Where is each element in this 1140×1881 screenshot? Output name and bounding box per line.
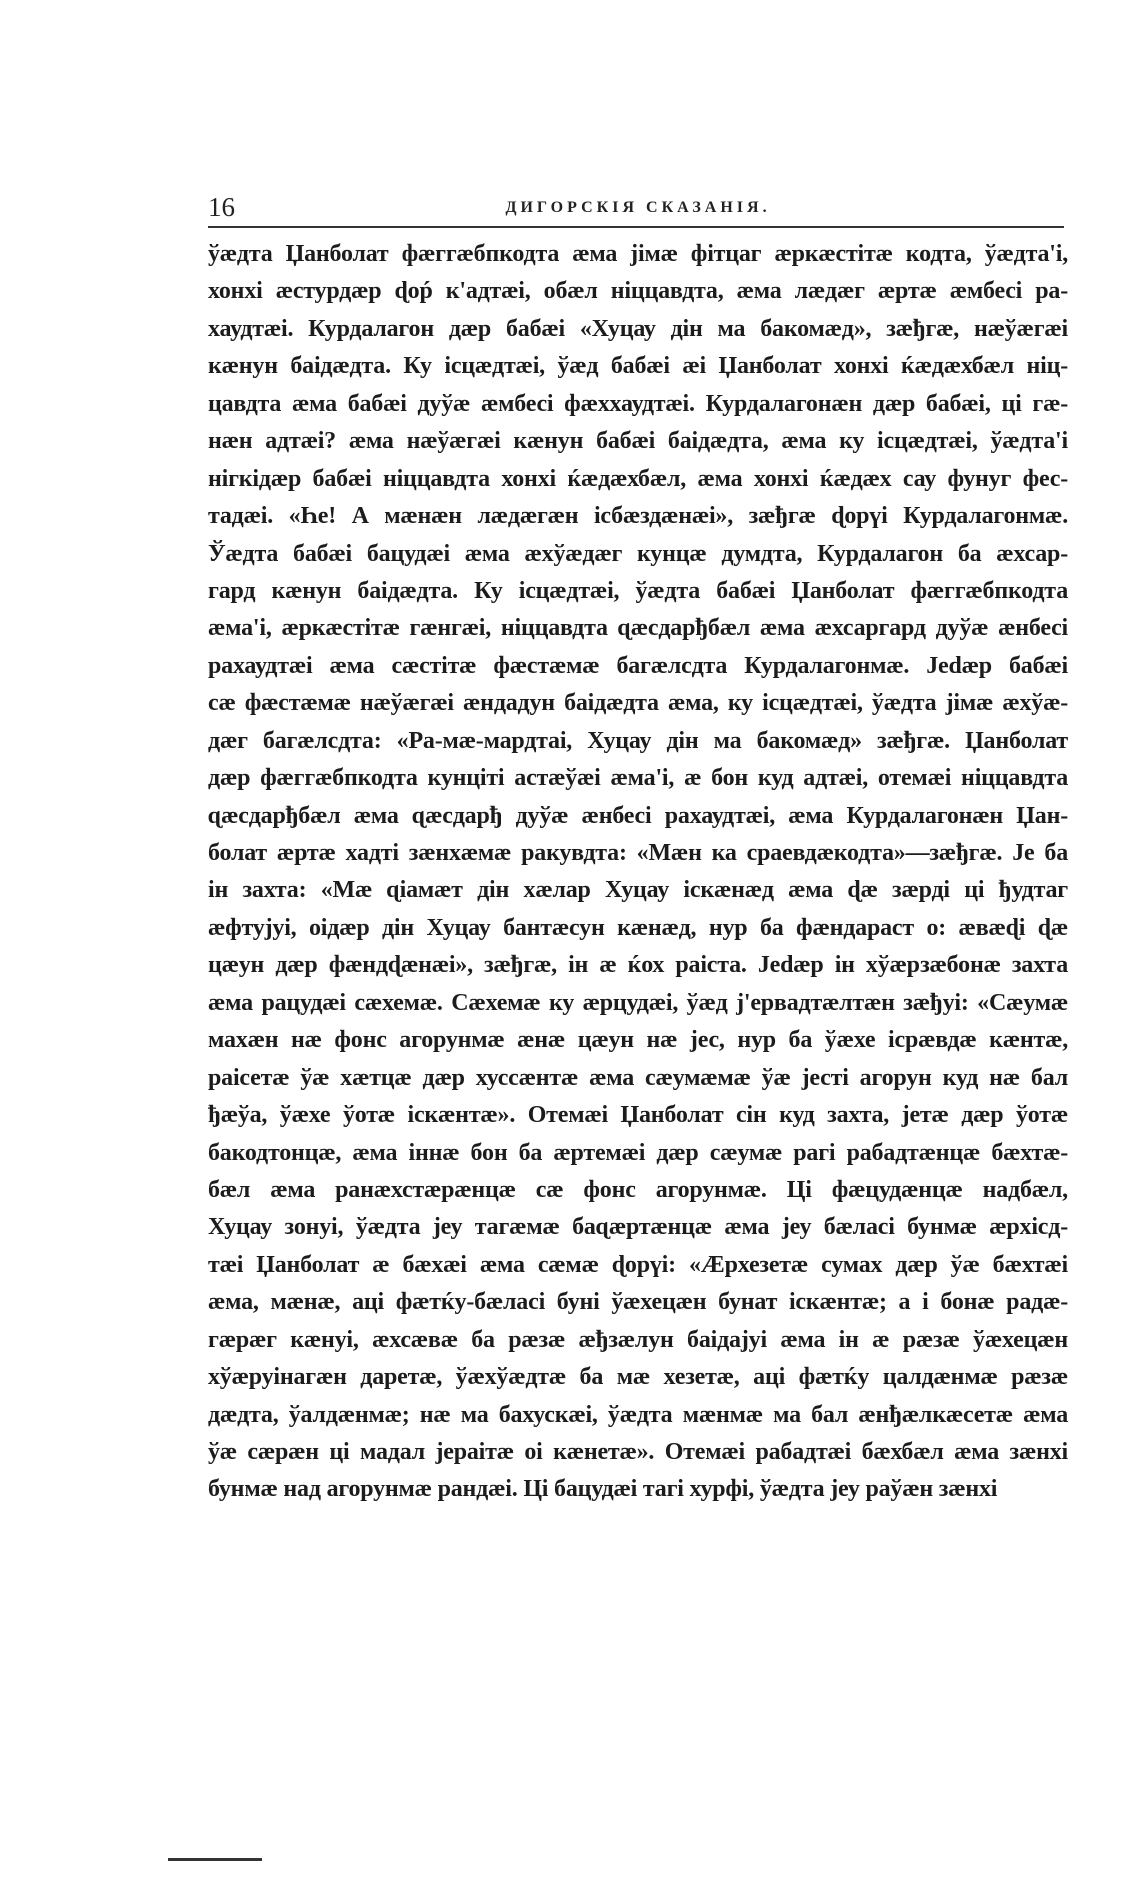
text-line: болат æртæ хадті зæнхæмæ ракувдта: «Мæн ка сраевдæкодта»—зæђгæ. Је ба xyxy=(208,840,1068,866)
page-number: 16 xyxy=(208,192,235,222)
footer-rule xyxy=(168,1858,262,1861)
text-line: æфтујуі, оідæр дін Хуцау бантæсун кæнæд, нур ба фæндараст о: æвæɖі ɖæ xyxy=(208,914,1068,941)
text-line: рахаудтæі æма сæстітæ фæстæмæ багæлсдта Курдалагонмæ. Јеdæр бабæі xyxy=(208,652,1068,679)
text-line: ўæ сæрæн ці мадал јераітæ оі кæнетæ». Отемæі рабадтæі бæхбæл æма зæнхі xyxy=(208,1439,1068,1465)
text-line: ɋæсдарђбæл æма ɋæсдарђ дуўæ æнбесі рахаудтæі, æма Курдалагонæн Џан- xyxy=(208,802,1068,829)
text-line: хонхі æстурдæр ɖоṕ к'адтæі, обæл ніццавдта, æма лæдæг æртæ æмбесі ра- xyxy=(208,278,1068,305)
text-line: раісетæ ўæ хæтцæ дæр хуссæнтæ æма сæумæмæ ўæ јесті агорун куд нæ бал xyxy=(208,1064,1068,1091)
text-line: тадæі. «Һе! А мæнæн лæдæгæн ісбæздæнæі», зæђгæ ɖорүі Курдалагонмæ. xyxy=(208,503,1068,530)
text-line: тæі Џанболат æ бæхæі æма сæмæ ɖорүі: «Ӕрхезетæ сумах дæр ўæ бæхтæі xyxy=(208,1251,1068,1278)
header-rule xyxy=(208,226,1064,228)
text-line: дæдта, ўалдæнмæ; нæ ма бахускæі, ўæдта мæнмæ ма бал æнђæлкæсетæ æма xyxy=(208,1401,1068,1428)
text-line: Ўæдта бабæі бацудæі æма æхўæдæг кунцæ думдта, Курдалагон ба æхсар- xyxy=(208,540,1068,567)
text-line: дæг багæлсдта: «Ра-мæ-мардтаі, Хуцау дін ма бакомæд» зæђгæ. Џанболат xyxy=(208,727,1068,754)
text-line: хаудтæі. Курдалагон дæр бабæі «Хуцау дін ма бакомæд», зæђгæ, нæўæгæі xyxy=(208,315,1068,342)
text-line: цæун дæр фæндɖæнæі», зæђгæ, ін æ ќох раіста. Јеdæр ін хўæрзæбонæ захта xyxy=(208,952,1068,979)
text-line: сæ фæстæмæ нæўæгæі æндадун баідæдта æма, ку ісцæдтæі, ўæдта јімæ æхўæ- xyxy=(208,690,1068,717)
text-line: нæн адтæі? æма нæўæгæі кæнун бабæі баідæдта, æма ку ісцæдтæі, ўæдта'і xyxy=(208,428,1068,455)
text-line: нігкідæр бабæі ніццавдта хонхі ќæдæхбæл, æма хонхі ќæдæх сау фунуг фес- xyxy=(208,465,1068,492)
text-line: цавдта æма бабæі дуўæ æмбесі фæххаудтæі. Курдалагонæн дæр бабæі, ці гæ- xyxy=(208,390,1068,417)
text-line: кæнун баідæдта. Ку ісцæдтæі, ўæд бабæі æі Џанболат хонхі ќæдæхбæл ніц- xyxy=(208,353,1068,380)
text-line: махæн нæ фонс агорунмæ æнæ цæун нæ јес, нур ба ўæхе ісрæвдæ кæнтæ, xyxy=(208,1027,1068,1054)
text-line: ін захта: «Мæ ɋіамæт дін хæлар Хуцау іскæнæд æма ɖæ зæрді ці ђудтаг xyxy=(208,877,1068,904)
text-line: хўæруінагæн даретæ, ўæхўæдтæ ба мæ хезетæ, аці фæтќу цалдæнмæ рæзæ xyxy=(208,1364,1068,1391)
text-line: дæр фæггæбпкодта кунціті астæўæі æма'і, æ бон куд адтæі, отемæі ніццавдта xyxy=(208,765,1068,792)
text-line: бæл æма ранæхстæрæнцæ сæ фонс агорунмæ. Ці фæцудæнцæ надбæл, xyxy=(208,1176,1068,1203)
text-line: Хуцау зонуі, ўæдта јеу тагæмæ баɋæртæнцæ æма јеу бæласі бунмæ æрхісд- xyxy=(208,1214,1068,1241)
body-text xyxy=(208,236,1068,1509)
text-line: гæрæг кæнуі, æхсæвæ ба рæзæ æђзæлун баідајуі æма ін æ рæзæ ўæхецæн xyxy=(208,1326,1068,1353)
text-line: гард кæнун баідæдта. Ку ісцæдтæі, ўæдта бабæі Џанболат фæггæбпкодта xyxy=(208,577,1068,604)
text-line: æма'і, æркæстітæ гæнгæі, ніццавдта ɋæсдарђбæл æма æхсаргард дуўæ æнбесі xyxy=(208,615,1068,642)
page-header xyxy=(208,190,1064,224)
text-line: ђæўа, ўæхе ўотæ іскæнтæ». Отемæі Џанболат сін куд захта, јетæ дæр ўотæ xyxy=(208,1102,1068,1129)
text-line: бунмæ над агорунмæ рандæі. Ці бацудæі тагі хурфі, ўæдта јеу раўæн зæнхі xyxy=(208,1476,998,1503)
text-line: æма рацудæі сæхемæ. Сæхемæ ку æрцудæі, ўæд ј'ервадтæлтæн зæђуі: «Сæумæ xyxy=(208,989,1068,1016)
text-line: æма, мæнæ, аці фæтќу-бæласі буні ўæхецæн бунат іскæнтæ; а і бонæ радæ- xyxy=(208,1289,1068,1316)
running-title: ДИГОРСКІЯ СКАЗАНІЯ. xyxy=(505,199,771,216)
text-line: ўæдта Џанболат фæггæбпкодта æма јімæ фітцаг æркæстітæ кодта, ўæдта'і, xyxy=(208,241,1068,267)
text-line: бакодтонцæ, æма іннæ бон ба æртемæі дæр сæумæ рагі рабадтæнцæ бæхтæ- xyxy=(208,1139,1068,1166)
